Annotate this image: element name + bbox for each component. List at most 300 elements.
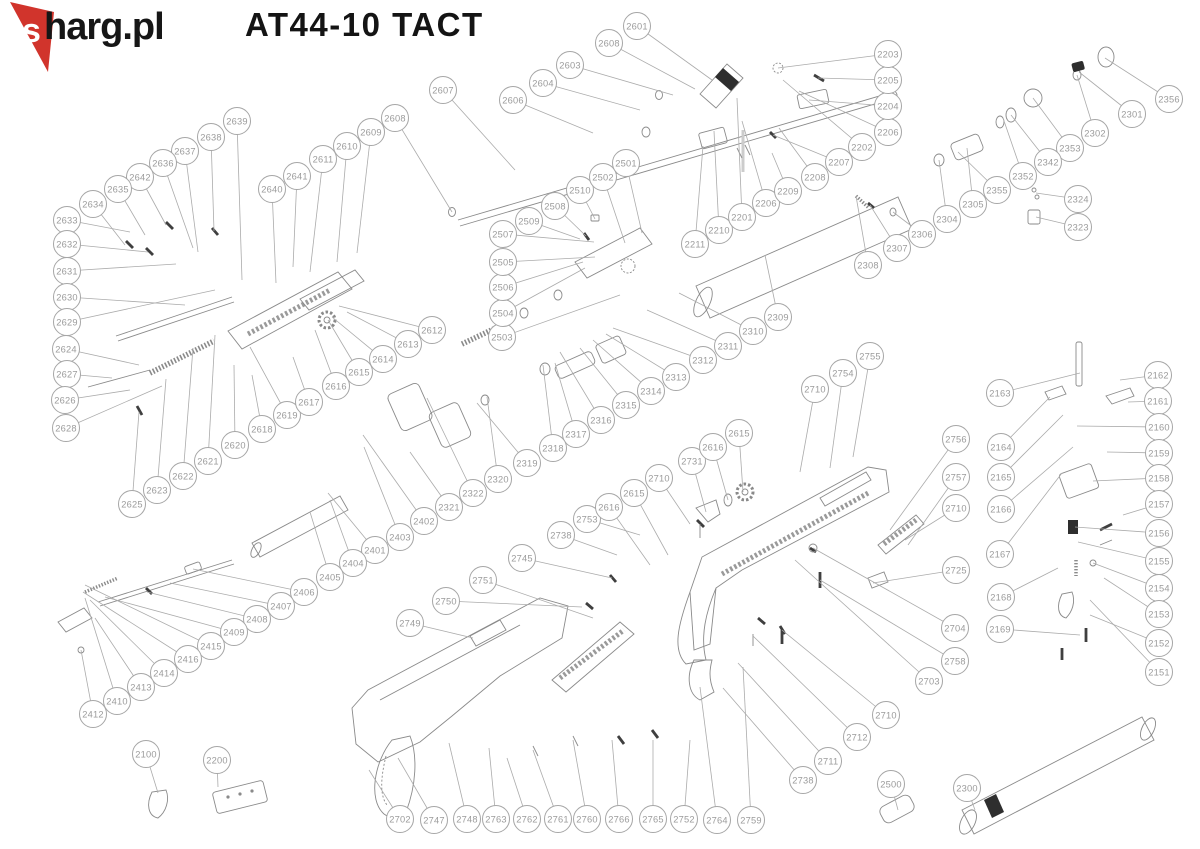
part-callout-2611: [310, 146, 337, 273]
part-number: 2506: [492, 282, 514, 293]
diagram-title: AT44-10 TACT: [245, 6, 484, 43]
part-callout-2308: [855, 196, 882, 279]
part-callout-2315: [580, 348, 640, 419]
part-callout-2320: [485, 397, 512, 493]
part-callout-2762: [507, 758, 541, 833]
part-number: 2356: [1158, 94, 1180, 105]
part-number: 2168: [990, 592, 1012, 603]
part-number: 2207: [828, 157, 850, 168]
part-callout-2639: [224, 108, 251, 281]
leader-line: [753, 636, 857, 737]
part-number: 2353: [1059, 143, 1081, 154]
part-callout-2501: [613, 150, 643, 234]
part-number: 2313: [665, 372, 687, 383]
part-number: 2409: [223, 627, 245, 638]
part-number: 2638: [200, 132, 222, 143]
part-callout-2607: [430, 77, 516, 171]
part-callout-2304: [934, 160, 961, 233]
part-number: 2634: [82, 199, 104, 210]
breech-block-art: [88, 208, 456, 416]
part-number: 2753: [576, 514, 598, 525]
part-callout-2159: [1107, 440, 1173, 467]
part-callout-2500: [878, 771, 905, 811]
leader-line: [695, 146, 703, 244]
part-number: 2160: [1148, 422, 1170, 433]
part-number: 2316: [590, 415, 612, 426]
callout-layer: [52, 13, 1183, 834]
part-number: 2510: [569, 185, 591, 196]
part-callout-2324: [1036, 186, 1092, 213]
part-number: 2632: [56, 239, 78, 250]
part-number: 2302: [1084, 128, 1106, 139]
part-number: 2758: [944, 656, 966, 667]
part-number: 2312: [692, 355, 714, 366]
part-number: 2747: [423, 815, 445, 826]
part-number: 2201: [731, 212, 753, 223]
part-callout-2408: [147, 592, 271, 633]
part-number: 2169: [989, 624, 1011, 635]
part-number: 2301: [1121, 109, 1143, 120]
part-number: 2503: [491, 332, 513, 343]
part-callout-2755: [853, 343, 884, 458]
part-number: 2310: [742, 326, 764, 337]
part-number: 2209: [777, 186, 799, 197]
leader-line: [211, 137, 214, 231]
part-number: 2319: [516, 458, 538, 469]
leader-line: [483, 580, 593, 618]
part-callout-2608: [596, 30, 696, 90]
part-number: 2615: [623, 488, 645, 499]
leader-line: [170, 583, 281, 606]
part-number: 2616: [702, 442, 724, 453]
part-number: 2407: [270, 601, 292, 612]
part-callout-2630: [54, 284, 186, 311]
logo-letter-s: s: [22, 12, 41, 50]
part-number: 2628: [55, 423, 77, 434]
part-callout-2766: [606, 740, 633, 833]
part-number: 2624: [55, 344, 77, 355]
leader-line: [570, 65, 673, 95]
part-callout-2601: [624, 13, 713, 81]
part-callout-2316: [560, 352, 615, 434]
leader-line: [427, 398, 473, 493]
part-callout-2608: [382, 105, 453, 213]
part-number: 2619: [276, 410, 298, 421]
part-callout-2352: [1003, 118, 1037, 190]
leader-line: [363, 435, 424, 521]
part-number: 2616: [325, 381, 347, 392]
leader-line: [183, 348, 193, 476]
leader-line: [830, 373, 843, 468]
part-number: 2100: [135, 749, 157, 760]
leader-line: [778, 54, 888, 68]
part-number: 2300: [956, 783, 978, 794]
part-number: 2766: [608, 814, 630, 825]
part-number: 2635: [107, 184, 129, 195]
part-callout-2725: [873, 557, 970, 584]
part-callout-2209: [772, 153, 802, 205]
part-number: 2608: [384, 113, 406, 124]
leader-line: [185, 151, 198, 252]
part-number: 2154: [1148, 583, 1170, 594]
part-number: 2603: [559, 60, 581, 71]
part-number: 2623: [146, 485, 168, 496]
leader-line: [700, 687, 717, 820]
part-callout-2319: [477, 403, 541, 477]
part-callout-2211: [682, 146, 709, 258]
part-number: 2151: [1148, 667, 1170, 678]
part-callout-2617: [293, 357, 323, 416]
part-number: 2152: [1148, 638, 1170, 649]
part-callout-2750: [433, 588, 583, 615]
part-callout-2621: [195, 335, 222, 475]
part-callout-2322: [427, 398, 487, 507]
part-number: 2414: [153, 668, 175, 679]
part-number: 2754: [832, 368, 854, 379]
part-number: 2621: [197, 456, 219, 467]
part-callout-2409: [105, 597, 248, 646]
part-number: 2711: [817, 756, 839, 767]
part-callout-2301: [1079, 72, 1146, 128]
part-callout-2710: [646, 465, 691, 525]
part-number: 2756: [945, 434, 967, 445]
leader-line: [543, 83, 640, 110]
part-number: 2156: [1148, 528, 1170, 539]
part-callout-2711: [738, 663, 842, 775]
leader-line: [820, 580, 955, 661]
part-number: 2752: [673, 814, 695, 825]
part-number: 2765: [642, 814, 664, 825]
part-number: 2323: [1067, 222, 1089, 233]
part-callout-2406: [193, 569, 318, 606]
part-number: 2759: [740, 815, 762, 826]
part-callout-2764: [700, 687, 731, 834]
stock-art: [249, 496, 714, 818]
leader-line: [738, 663, 828, 761]
part-callout-2626: [52, 387, 131, 414]
leader-line: [339, 306, 432, 330]
part-number: 2352: [1012, 171, 1034, 182]
part-number: 2164: [990, 442, 1012, 453]
part-callout-2738: [723, 688, 817, 794]
part-number: 2629: [56, 317, 78, 328]
part-callout-2309: [765, 255, 792, 331]
part-number: 2305: [962, 199, 984, 210]
part-callout-2615: [726, 420, 753, 493]
leader-line: [67, 297, 185, 305]
part-number: 2162: [1147, 370, 1169, 381]
leader-line: [813, 548, 955, 628]
part-number: 2206: [877, 127, 899, 138]
part-number: 2502: [592, 172, 614, 183]
part-number: 2704: [944, 623, 966, 634]
part-number: 2611: [312, 154, 334, 165]
part-number: 2500: [880, 779, 902, 790]
part-callout-2317: [555, 363, 590, 448]
part-number: 2416: [177, 654, 199, 665]
part-number: 2315: [615, 400, 637, 411]
part-number: 2314: [640, 386, 662, 397]
part-callout-2168: [988, 568, 1059, 611]
part-callout-2632: [54, 231, 149, 258]
part-number: 2320: [487, 474, 509, 485]
part-callout-2637: [172, 138, 199, 253]
part-number: 2609: [360, 127, 382, 138]
part-callout-2156: [1075, 520, 1173, 547]
part-number: 2761: [547, 814, 569, 825]
part-number: 2710: [648, 473, 670, 484]
part-number: 2641: [286, 171, 308, 182]
part-number: 2610: [336, 141, 358, 152]
part-number: 2626: [54, 395, 76, 406]
leader-line: [67, 264, 176, 271]
part-callout-2616: [315, 330, 350, 400]
part-number: 2509: [518, 216, 540, 227]
part-callout-2712: [753, 636, 871, 751]
part-callout-2416: [83, 592, 202, 673]
leader-line: [85, 585, 211, 646]
part-callout-2760: [573, 740, 601, 833]
part-number: 2702: [389, 814, 411, 825]
part-callout-2410: [85, 598, 131, 715]
part-number: 2158: [1148, 473, 1170, 484]
part-number: 2760: [576, 814, 598, 825]
part-number: 2342: [1037, 157, 1059, 168]
part-callout-2162: [1120, 362, 1172, 389]
part-number: 2157: [1148, 499, 1170, 510]
leader-line: [310, 159, 323, 272]
part-callout-2603: [557, 52, 674, 96]
part-number: 2167: [989, 549, 1011, 560]
part-callout-2403: [364, 447, 414, 551]
part-number: 2757: [945, 472, 967, 483]
part-number: 2405: [319, 572, 341, 583]
part-callout-2627: [54, 361, 113, 388]
part-number: 2725: [945, 565, 967, 576]
part-callout-2620: [222, 365, 249, 459]
part-number: 2324: [1067, 194, 1089, 205]
part-callout-2765: [640, 740, 667, 833]
part-number: 2606: [502, 95, 524, 106]
part-number: 2749: [399, 618, 421, 629]
part-number: 2636: [152, 158, 174, 169]
part-callout-2161: [1128, 388, 1172, 415]
leader-line: [714, 131, 719, 230]
part-number: 2731: [681, 456, 703, 467]
part-callout-2402: [363, 435, 438, 535]
part-callout-2754: [830, 360, 857, 469]
part-number: 2155: [1148, 556, 1170, 567]
part-number: 2163: [989, 388, 1011, 399]
part-number: 2627: [56, 369, 78, 380]
part-number: 2211: [684, 239, 706, 250]
part-number: 2413: [130, 682, 152, 693]
logo-text: harg.pl: [44, 6, 164, 48]
part-callout-2158: [1093, 465, 1173, 492]
trigger-group-art: [1045, 342, 1134, 660]
part-number: 2153: [1148, 609, 1170, 620]
part-number: 2616: [598, 502, 620, 513]
part-callout-2356: [1105, 58, 1183, 113]
part-number: 2308: [857, 260, 879, 271]
part-number: 2745: [511, 553, 533, 564]
part-number: 2159: [1148, 448, 1170, 459]
leader-line: [723, 688, 803, 780]
leader-line: [743, 667, 751, 820]
part-number: 2751: [472, 575, 494, 586]
part-number: 2307: [886, 243, 908, 254]
part-callout-2612: [339, 306, 446, 344]
part-callout-2205: [818, 67, 902, 94]
part-number: 2631: [56, 266, 78, 277]
part-number: 2404: [342, 558, 364, 569]
part-number: 2200: [206, 755, 228, 766]
part-number: 2633: [56, 215, 78, 226]
part-number: 2161: [1147, 396, 1169, 407]
part-number: 2640: [261, 184, 283, 195]
part-number: 2206: [755, 198, 777, 209]
part-number: 2415: [200, 641, 222, 652]
part-number: 2612: [421, 325, 443, 336]
part-callout-2204: [809, 93, 902, 120]
part-callout-2610: [334, 133, 361, 263]
part-number: 2408: [246, 614, 268, 625]
part-number: 2355: [986, 185, 1008, 196]
part-callout-2203: [778, 41, 902, 69]
part-number: 2504: [492, 308, 514, 319]
part-number: 2203: [877, 49, 899, 60]
leader-line: [782, 630, 886, 715]
part-number: 2613: [397, 339, 419, 350]
part-callout-2745: [509, 545, 613, 579]
part-callout-2625: [119, 412, 146, 518]
part-number: 2630: [56, 292, 78, 303]
part-number: 2763: [485, 814, 507, 825]
part-number: 2403: [389, 532, 411, 543]
part-callout-2710: [782, 630, 900, 729]
part-callout-2300: [954, 775, 981, 811]
part-callout-2412: [80, 650, 107, 728]
part-number: 2322: [462, 488, 484, 499]
part-number: 2317: [565, 429, 587, 440]
leader-line: [795, 560, 929, 681]
part-callout-2609: [357, 119, 385, 254]
part-number: 2710: [804, 384, 826, 395]
part-callout-2751: [470, 567, 594, 619]
part-callout-2748: [449, 743, 481, 833]
part-callout-2302: [1077, 75, 1109, 147]
part-number: 2703: [918, 676, 940, 687]
part-callout-2622: [170, 348, 197, 490]
part-number: 2614: [372, 354, 394, 365]
part-callout-2318: [540, 365, 567, 462]
leader-line: [237, 121, 242, 280]
part-callout-2638: [198, 124, 225, 232]
part-number: 2615: [728, 428, 750, 439]
leader-line: [395, 118, 452, 212]
part-callout-2623: [144, 379, 171, 504]
part-number: 2306: [911, 229, 933, 240]
air-tube-art: [878, 716, 1159, 837]
part-callout-2604: [530, 70, 641, 111]
part-number: 2642: [129, 172, 151, 183]
part-number: 2501: [615, 158, 637, 169]
part-number: 2166: [990, 504, 1012, 515]
part-number: 2622: [172, 471, 194, 482]
part-number: 2738: [550, 530, 572, 541]
part-number: 2204: [877, 101, 899, 112]
part-number: 2304: [936, 214, 958, 225]
part-callout-2752: [671, 740, 698, 833]
part-callout-2100: [133, 741, 160, 794]
part-number: 2202: [851, 142, 873, 153]
part-number: 2321: [438, 502, 460, 513]
leader-line: [85, 598, 117, 701]
part-callout-2710: [905, 495, 970, 541]
part-callout-2415: [85, 585, 225, 660]
part-callout-2157: [1123, 491, 1173, 518]
part-number: 2712: [846, 732, 868, 743]
part-callout-2200: [204, 747, 231, 788]
part-callout-2640: [259, 176, 286, 284]
part-callout-2749: [397, 610, 474, 639]
part-callout-2407: [170, 583, 295, 620]
leader-line: [147, 592, 257, 619]
part-callout-2710: [800, 376, 829, 473]
leader-line: [609, 43, 695, 89]
part-callout-2618: [249, 375, 276, 443]
part-callout-2763: [483, 748, 510, 833]
part-number: 2618: [251, 424, 273, 435]
part-number: 2764: [706, 815, 728, 826]
part-number: 2309: [767, 312, 789, 323]
leader-line: [105, 597, 234, 632]
part-number: 2615: [348, 367, 370, 378]
leader-line: [337, 146, 347, 262]
part-number: 2401: [364, 545, 386, 556]
leader-line: [83, 592, 188, 659]
part-number: 2412: [82, 709, 104, 720]
part-number: 2410: [106, 696, 128, 707]
leader-line: [613, 328, 703, 360]
part-number: 2205: [877, 75, 899, 86]
part-number: 2318: [542, 443, 564, 454]
part-number: 2608: [598, 38, 620, 49]
part-number: 2406: [293, 587, 315, 598]
leader-line: [364, 447, 400, 537]
part-number: 2505: [492, 257, 514, 268]
part-number: 2750: [435, 596, 457, 607]
part-number: 2710: [875, 710, 897, 721]
part-callout-2731: [679, 448, 707, 513]
trigger-assembly-art: [149, 780, 268, 818]
part-number: 2208: [804, 172, 826, 183]
part-callout-2169: [987, 616, 1081, 643]
part-callout-2323: [1036, 214, 1092, 241]
part-callout-2210: [706, 131, 733, 244]
part-number: 2755: [859, 351, 881, 362]
part-number: 2601: [626, 21, 648, 32]
part-number: 2508: [544, 201, 566, 212]
part-callout-2312: [613, 328, 717, 374]
leader-line: [272, 189, 276, 283]
leader-line: [193, 569, 304, 592]
part-number: 2402: [413, 516, 435, 527]
part-number: 2625: [121, 499, 143, 510]
part-number: 2639: [226, 116, 248, 127]
part-callout-2759: [738, 667, 765, 834]
part-number: 2738: [792, 775, 814, 786]
